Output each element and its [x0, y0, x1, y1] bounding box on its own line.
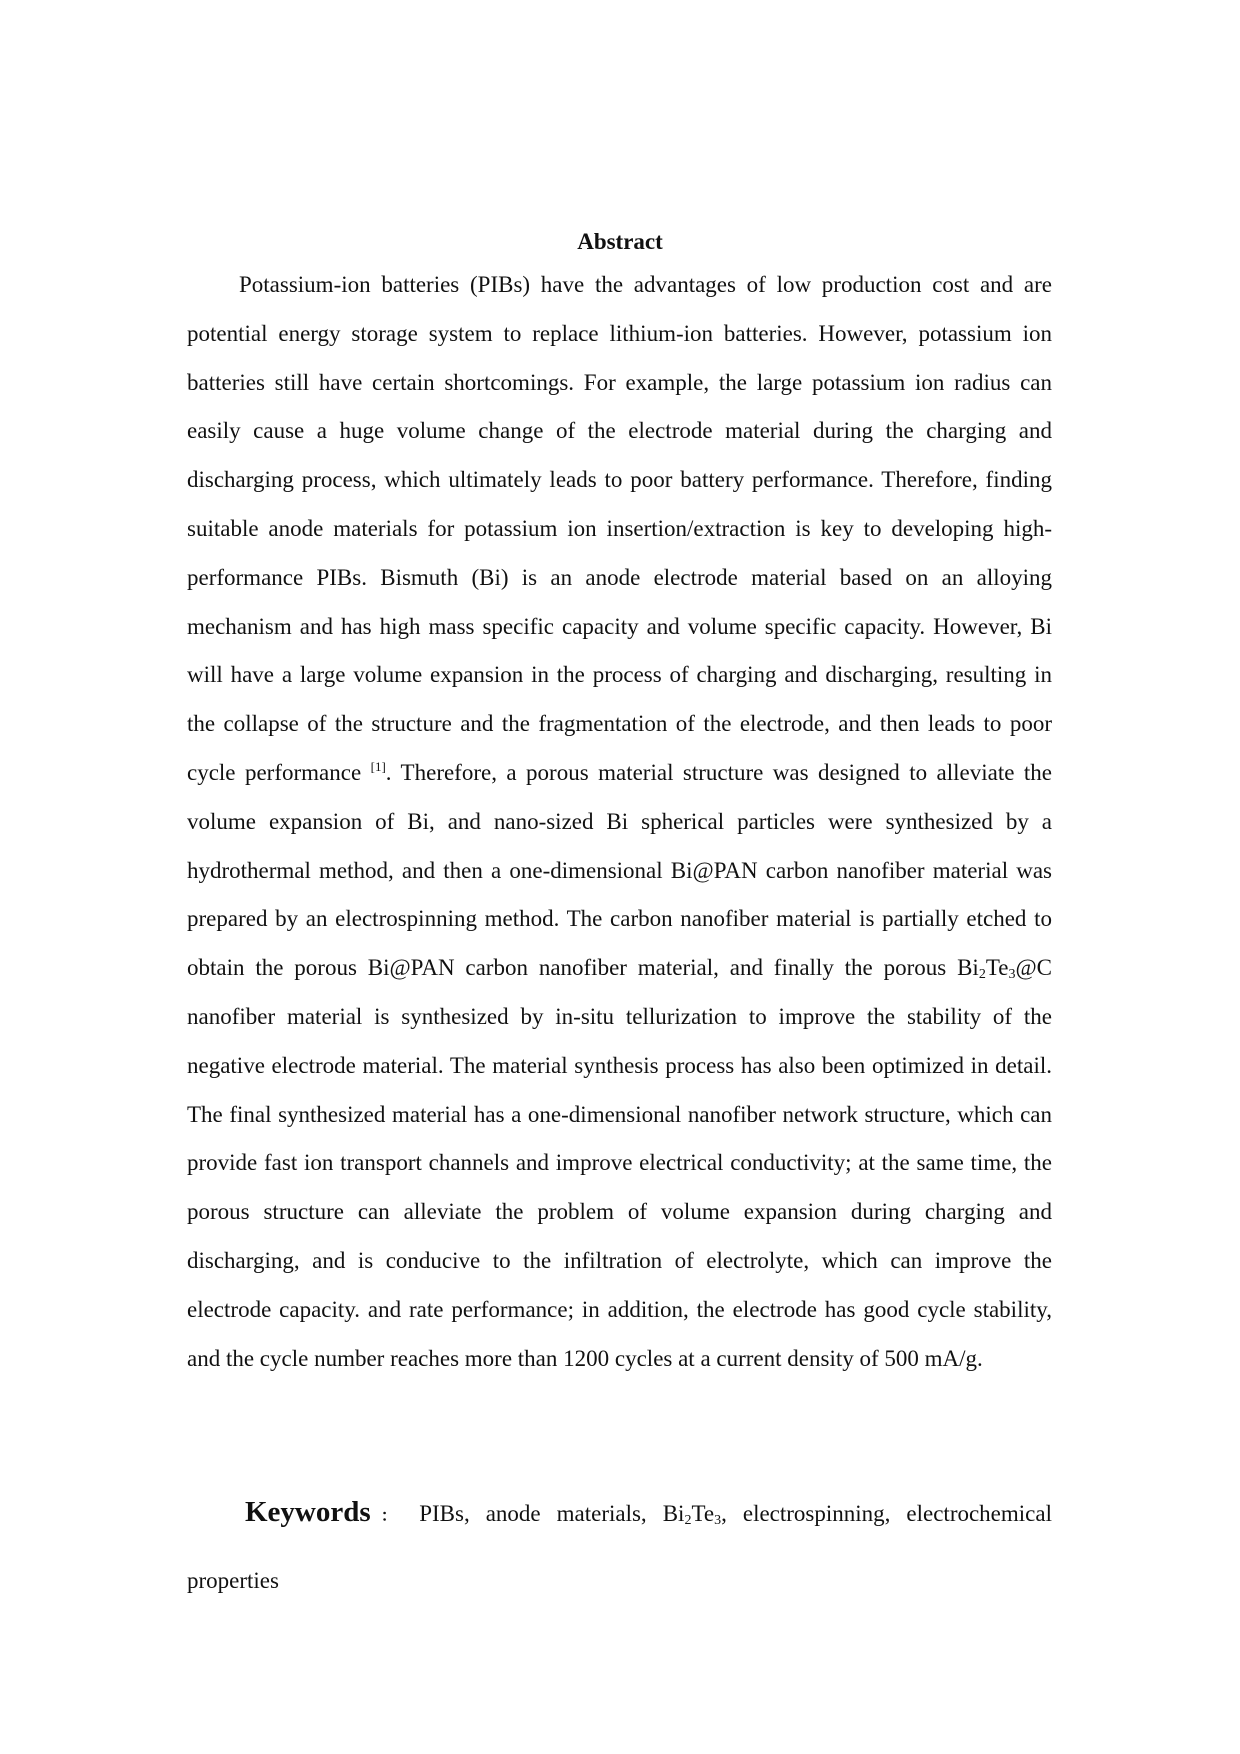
abstract-text-part-2: . Therefore, a porous material structure was designed to alleviate the volume expansion of Bi, and nano-sized Bi spherical particles were synthesized by a hydrothermal method, and then a one-dimensional Bi@PAN carbon nanofiber material was prepared by an electrospinning method. The carbon nanofiber material is partially etched to obtain the porous Bi@PAN carbon nanofiber material, and finally the porous: [187, 759, 1052, 981]
keywords-paragraph: [187, 1480, 1052, 1613]
keywords-text-part-1: PIBs, anode materials,: [419, 1501, 663, 1526]
abstract-text-part-3: nanofiber material is synthesized by in-situ tellurization to improve the stability of the negative electrode material. The material synthesis process has also been optimized in detail. The final synthesized material has a one-dimensional nanofiber network structure, which can provide fast ion transport channels and improve electrical conductivity; at the same time, the porous structure can alleviate the problem of volume expansion during charging and discharging, and is conducive to the infiltration of electrolyte, which can improve the electrode capacity. and rate performance; in addition, the electrode has good cycle stability, and the cycle number reaches more than 1200 cycles at a current density of 500 mA/g.: [187, 1003, 1052, 1371]
abstract-body: [187, 261, 1052, 1383]
keywords-text-part-2: , electrospinning, electrochemical properties: [187, 1501, 1052, 1593]
abstract-text-part-1: Potassium-ion batteries (PIBs) have the advantages of low production cost and are potential energy storage system to replace lithium-ion batteries. However, potassium ion batteries still have certain shortcomings. For example, the large potassium ion radius can easily cause a huge volume change of the electrode material during the charging and discharging process, which ultimately leads to poor battery performance. Therefore, finding suitable anode materials for potassium ion insertion/extraction is key to developing high-performance PIBs. Bismuth (Bi) is an anode electrode material based on an alloying mechanism and has high mass specific capacity and volume specific capacity. However, Bi will have a large volume expansion in the process of charging and discharging, resulting in the collapse of the structure and the fragmentation of the electrode, and then leads to poor cycle performance: [187, 272, 1052, 785]
citation-reference: [1]: [370, 758, 386, 774]
formula-bi2te3: $Bi_2Te_3$: [662, 1501, 722, 1528]
formula-bi2te3c: $Bi_2Te_3@C$: [957, 955, 1052, 983]
abstract-title: Abstract: [577, 229, 663, 254]
keywords-label: Keywords: [245, 1496, 371, 1528]
keywords-colon: ：: [370, 1508, 408, 1525]
